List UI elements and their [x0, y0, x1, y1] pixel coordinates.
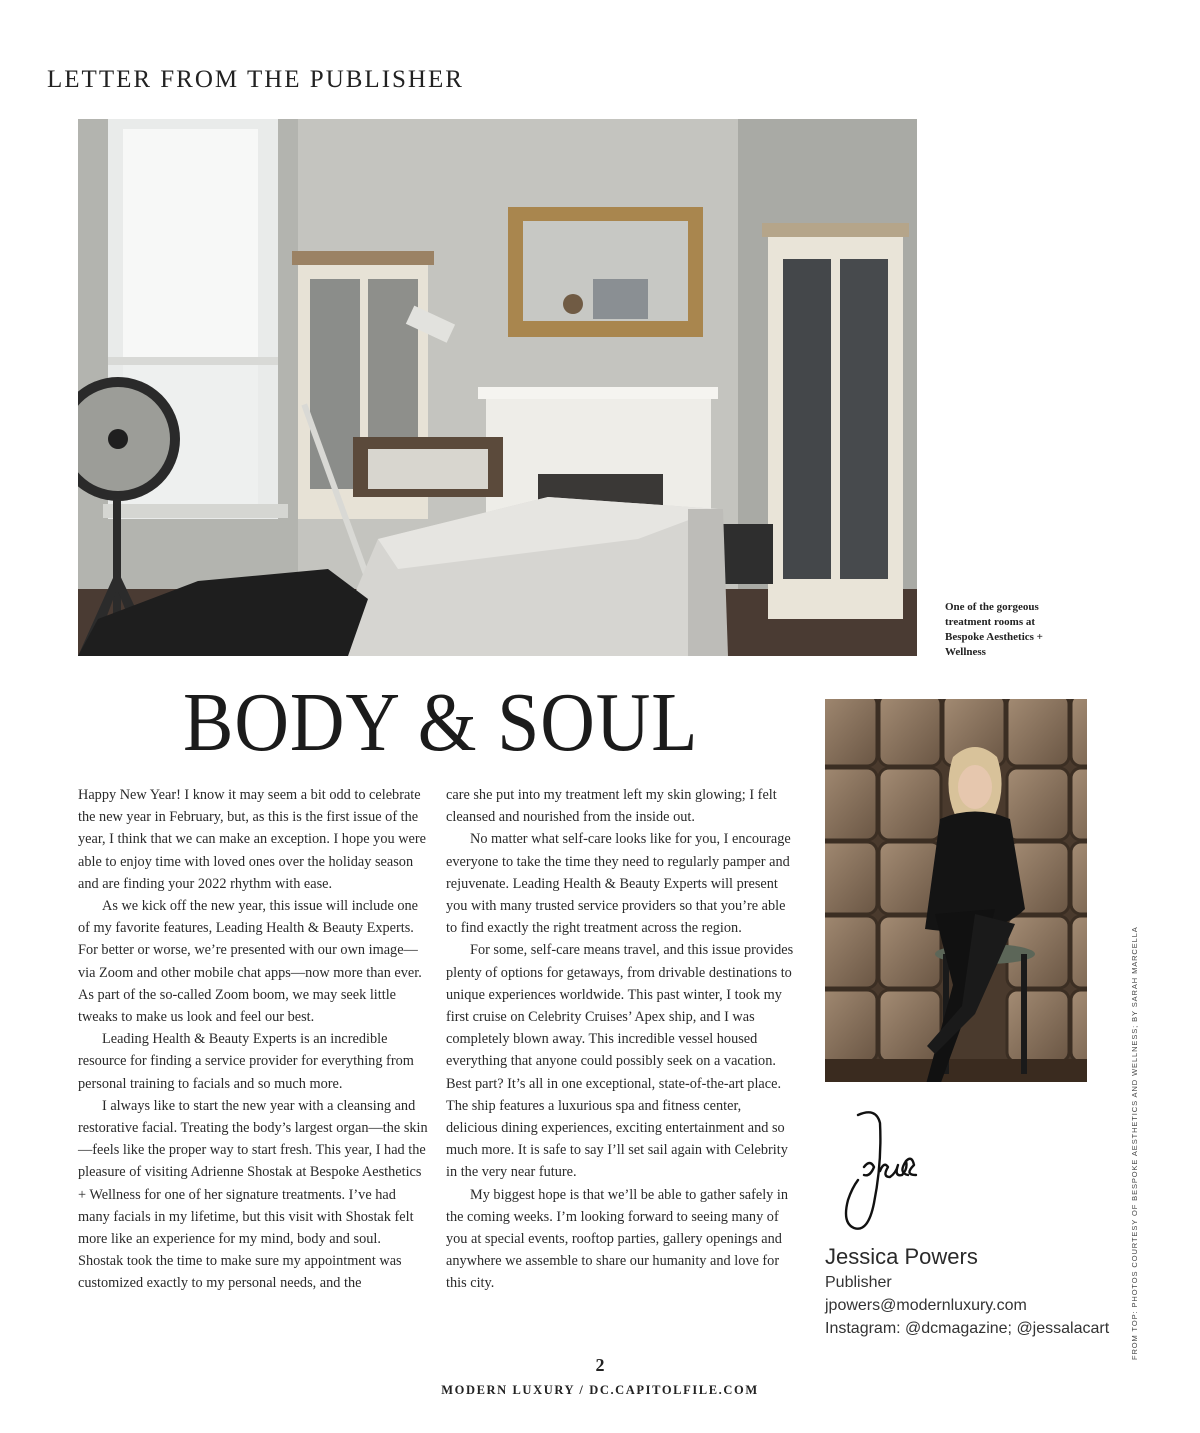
article-column-1 — [78, 784, 428, 1295]
section-header: LETTER FROM THE PUBLISHER — [47, 66, 464, 93]
page-number: 2 — [595, 1355, 605, 1375]
paragraph: My biggest hope is that we’ll be able to gather safely in the coming weeks. I’m looking forward to seeing many of you at special events, rooftop parties, gallery openings and anywhere we assemble to share our humanity and love for this city. — [446, 1186, 789, 1292]
publisher-info — [825, 1243, 1109, 1340]
photo-caption: One of the gorgeous treatment rooms at Bespoke Aesthetics + Wellness — [945, 601, 1043, 658]
paragraph: I always like to start the new year with a cleansing and restorative facial. Treating the body’s largest organ—the skin—feels like the proper way to start fresh. This year, I had the pleasure of visiting Adrienne Shostak at Bespoke Aesthetics + Wellness for one of her signature treatments. I’ve had many facials in my lifetime, but this visit with Shostak felt more like an experience for my mind, body and soul. Shostak took the time to make sure my appointment was customized exactly to my personal needs, and the — [78, 1097, 428, 1292]
publisher-email[interactable]: jpowers@modernluxury.com — [825, 1297, 1027, 1314]
paragraph: care she put into my treatment left my skin glowing; I felt cleansed and nourished from the inside out. — [446, 787, 777, 826]
publisher-title: Publisher — [825, 1274, 892, 1291]
article-column-2 — [446, 784, 796, 1295]
publisher-instagram: Instagram: @dcmagazine; @jessalacart — [825, 1320, 1110, 1337]
publisher-name: Jessica Powers — [825, 1244, 978, 1269]
paragraph: No matter what self-care looks like for you, I encourage everyone to take the time they need to regularly pamper and rejuvenate. Leading Health & Beauty Experts will present you with many trusted service providers so that you’re able to find exactly the right treatment across the region. — [446, 831, 791, 937]
paragraph: Happy New Year! I know it may seem a bit odd to celebrate the new year in February, but, as this is the first issue of the year, I think that we can make an exception. I hope you were able to enjoy time with loved ones over the holiday season and are finding your 2022 rhythm with ease. — [78, 787, 426, 892]
publication-footer: MODERN LUXURY / DC.CAPITOLFILE.COM — [441, 1383, 759, 1397]
signature-image — [828, 1105, 928, 1240]
hero-photo — [78, 119, 917, 656]
paragraph: Leading Health & Beauty Experts is an incredible resource for finding a service provider for everything from personal training to facials and so much more. — [78, 1031, 414, 1092]
publisher-portrait — [825, 699, 1087, 1082]
photo-credit: FROM TOP: PHOTOS COURTESY OF BESPOKE AESTHETICS AND WELLNESS; BY SARAH MARCELLA — [1130, 926, 1139, 1360]
article-headline: BODY & SOUL — [183, 676, 699, 769]
paragraph: For some, self-care means travel, and this issue provides plenty of options for getaways, from drivable destinations to unique experiences worldwide. This past winter, I took my first cruise on Celebrity Cruises’ Apex ship, and I was completely blown away. This incredible vessel housed everything that anyone could possibly seek on a vacation. Best part? It’s all in one exceptional, state-of-the-art place. The ship features a luxurious spa and fitness center, delicious dining experiences, exciting entertainment and so much more. It is safe to say I’ll set sail again with Celebrity in the very near future. — [446, 942, 794, 1181]
paragraph: As we kick off the new year, this issue will include one of my favorite features, Leading Health & Beauty Experts. For better or worse, we’re presented with our own image—via Zoom and other mobile chat apps—now more than ever. As part of the so-called Zoom boom, we may seek little tweaks to make us look and feel our best. — [78, 898, 422, 1026]
